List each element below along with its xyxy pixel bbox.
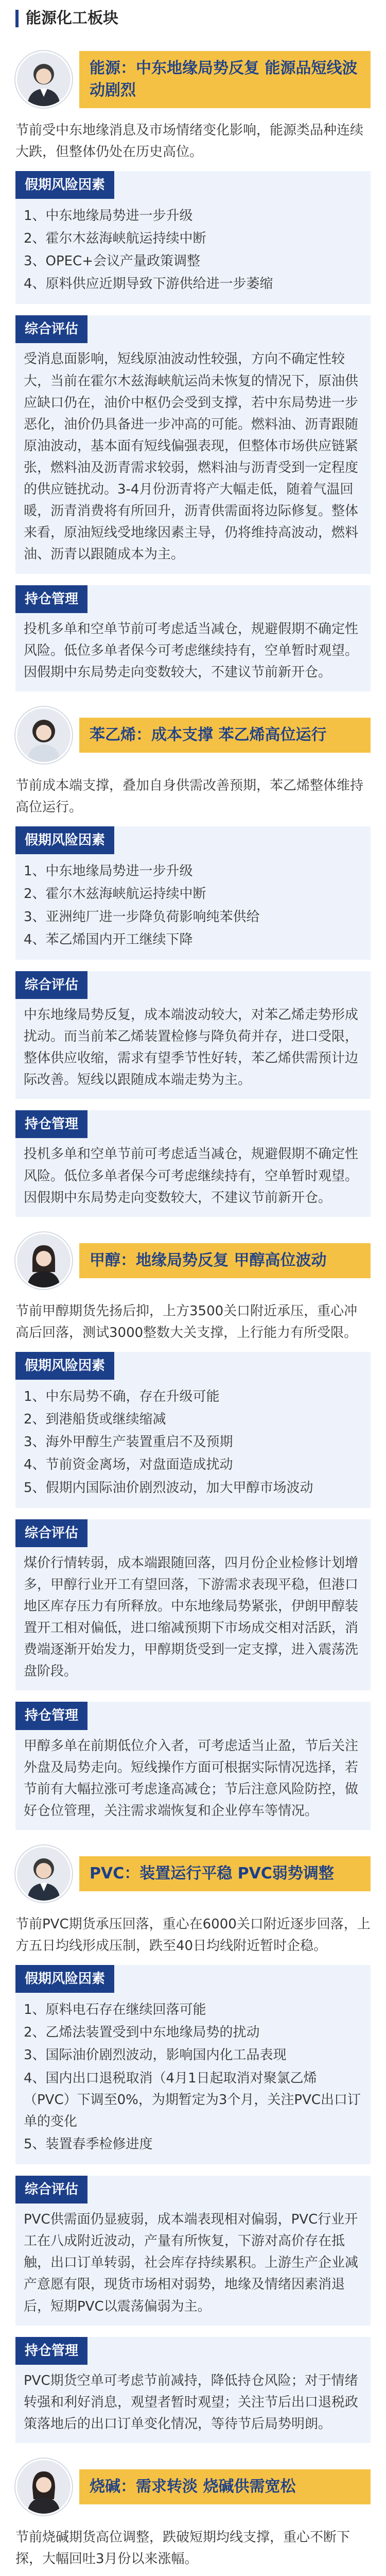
eval-label: 综合评估 (15, 971, 87, 999)
product-title: 成本支撑 苯乙烯高位运行 (151, 726, 327, 744)
risk-item: 2、到港船货或继续缩减 (24, 1412, 166, 1428)
analyst-avatar (15, 1232, 72, 1289)
product-header (15, 51, 371, 108)
eval-label: 综合评估 (15, 315, 87, 343)
risk-card (15, 826, 371, 960)
hold-card (15, 2337, 371, 2443)
person-icon (18, 55, 69, 106)
risk-item: 1、中东局势不确，存在升级可能 (24, 1389, 220, 1405)
section-title-text: 能源化工板块 (26, 9, 118, 27)
risk-item: 3、亚洲纯厂进一步降负荷影响纯苯供给 (24, 909, 260, 925)
product-intro: 节前受中东地缘消息及市场情绪变化影响，能源类品种连续大跌，但整体仍处在历史高位。 (15, 122, 364, 160)
person-icon (18, 710, 69, 762)
risk-card (15, 1965, 371, 2164)
product-header (15, 1845, 371, 1902)
product-intro: 节前PVC期货承压回落，重心在6000关口附近逐步回落，上方五日均线形成压制，跌至40日均线附近暂时企稳。 (15, 1916, 371, 1954)
hold-text: 投机多单和空单节前可考虑适当减仓，规避假期不确定性风险。低位多单者保今可考虑继续持有，空单暂时观望。因假期中东局势走向变数较大，不建议节前新开仓。 (24, 621, 359, 680)
risk-item: 3、国际油价剧烈波动，影响国内化工品表现 (24, 2047, 287, 2063)
product-intro: 节前甲醇期货先扬后抑，上方3500关口附近承压，重心冲高后回落，测试3000整数大关支撑，上行能力有所受限。 (15, 1303, 358, 1341)
risk-item: 5、装置春季检修进度 (24, 2136, 153, 2152)
hold-label: 持仓管理 (15, 1702, 87, 1730)
risk-label: 假期风险因素 (15, 171, 114, 199)
analyst-avatar (15, 707, 72, 764)
eval-text: 中东地缘局势反复，成本端波动较大，对苯乙烯走势形成扰动。而当前苯乙烯装置检修与降负荷并存，进口受限，整体供应收缩，需求有望季节性好转，苯乙烯供需预计边际改善。短线以跟随成本端走势为主。 (24, 1007, 359, 1088)
product-intro: 节前成本端支撑，叠加自身供需改善预期，苯乙烯整体维持高位运行。 (15, 778, 364, 816)
hold-text: PVC期货空单可考虑节前减持，降低持仓风险；对于情绪转强和利好消息，观望者暂时观望；关注节后出口退税政策落地后的出口订单变化情况，等待节后局势明朗。 (24, 2372, 359, 2432)
risk-label: 假期风险因素 (15, 1352, 114, 1380)
hold-card (15, 1702, 371, 1830)
risk-item: 4、节前资金离场，对盘面造成扰动 (24, 1457, 233, 1473)
product-header (15, 707, 371, 764)
risk-item: 4、苯乙烯国内开工继续下降 (24, 931, 193, 947)
risk-item: 2、霍尔木兹海峡航运持续中断 (24, 886, 206, 902)
section-title (15, 0, 371, 36)
risk-label: 假期风险因素 (15, 826, 114, 854)
risk-item: 1、原料电石存在继续回落可能 (24, 2002, 206, 2018)
risk-item: 3、海外甲醇生产装置重启不及预期 (24, 1434, 233, 1450)
hold-text: 甲醇多单在前期低位介入者，可考虑适当止盈，节后关注外盘及局势走向。短线操作方面可根据实际情况选择，若节前有大幅拉涨可考虑逢高减仓；节后注意风险防控，做好仓位管理，关注需求端恢复和企业停车等情况。 (24, 1738, 359, 1819)
risk-list (24, 860, 362, 950)
eval-text: PVC供需面仍显疲弱，成本端表现相对偏弱，PVC行业开工在八成附近波动，产量有所恢复，下游对高价存在抵触，出口订单转弱，社会库存持续累积。上游生产企业减产意愿有限，现货市场相对弱势，地缘及情绪因素消退后，短期PVC以震荡偏弱为主。 (24, 2212, 359, 2314)
risk-item: 3、OPEC+会议产量政策调整 (24, 253, 201, 269)
product-headline: 苯乙烯：成本支撑 苯乙烯高位运行 (79, 718, 371, 753)
risk-item: 1、中东地缘局势进一步升级 (24, 863, 193, 879)
product-name: 甲醇 (90, 1251, 120, 1269)
eval-text: 受消息面影响，短线原油波动性较强，方向不确定性较大，当前在霍尔木兹海峡航运尚未恢复的情况下，原油供应缺口仍在，油价中枢仍会受到支撑，若中东局势进一步恶化，油价仍具备进一步冲高的可能。燃料油、沥青跟随原油波动，基本面有短线偏强表现，但整体市场供应链紧张，燃料油及沥青需求较弱，燃料油与沥青受到一定程度的供应链扰动。3-4月份沥青将产大幅走低，随着气温回暖，沥青消费将有所回升，沥青供需面将边际修复。整体来看，原油短线受地缘因素主导，仍将维持高波动，燃料油、沥青以跟随成本为主。 (24, 351, 359, 563)
hold-text: 投机多单和空单节前可考虑适当减仓，规避假期不确定性风险。低位多单者保今可考虑继续持有，空单暂时观望。因假期中东局势走向变数较大，不建议节前新开仓。 (24, 1146, 359, 1206)
product-name: PVC (90, 1865, 125, 1883)
product-methanol (15, 1232, 371, 1830)
product-styrene (15, 707, 371, 1217)
risk-list (24, 1999, 362, 2155)
product-title: 需求转淡 烧碱供需宽松 (136, 2478, 296, 2496)
hold-card (15, 585, 371, 691)
eval-label: 综合评估 (15, 1519, 87, 1547)
product-headline: 甲醇：地缘局势反复 甲醇高位波动 (79, 1243, 371, 1278)
product-energy (15, 51, 371, 691)
product-intro: 节前烧碱期货高位调整，跌破短期均线支撑，重心不断下探，大幅回吐3月份以来涨幅。 (15, 2530, 350, 2567)
risk-item: 1、中东地缘局势进一步升级 (24, 208, 193, 224)
risk-item: 4、原料供应近期导致下游供给进一步萎缩 (24, 276, 273, 292)
product-headline: 烧碱：需求转淡 烧碱供需宽松 (79, 2469, 371, 2504)
product-name: 烧碱 (90, 2478, 120, 2496)
hold-label: 持仓管理 (15, 585, 87, 613)
product-name: 苯乙烯 (90, 726, 136, 744)
product-pvc (15, 1845, 371, 2443)
product-caustic-soda (15, 2459, 371, 2576)
eval-label: 综合评估 (15, 2176, 87, 2204)
product-name: 能源 (90, 59, 120, 77)
risk-card (15, 1352, 371, 1508)
product-headline: PVC：装置运行平稳 PVC弱势调整 (79, 1856, 371, 1891)
eval-card (15, 315, 371, 573)
product-title: 地缘局势反复 甲醇高位波动 (136, 1251, 327, 1269)
hold-label: 持仓管理 (15, 1110, 87, 1138)
analyst-avatar (15, 51, 72, 108)
hold-label: 持仓管理 (15, 2337, 87, 2365)
risk-item: 2、霍尔木兹海峡航运持续中断 (24, 231, 206, 247)
product-title: 中东地缘局势反复 能源品短线波动剧烈 (90, 59, 358, 100)
hold-card (15, 1110, 371, 1216)
person-icon (18, 2462, 69, 2514)
person-icon (18, 1236, 69, 1287)
analyst-avatar (15, 1845, 72, 1902)
eval-card (15, 2176, 371, 2326)
section-title-bar (15, 10, 19, 27)
product-header (15, 2459, 371, 2515)
risk-list (24, 1386, 362, 1499)
product-title: 装置运行平稳 PVC弱势调整 (139, 1865, 334, 1883)
risk-label: 假期风险因素 (15, 1965, 114, 1993)
risk-item: 4、国内出口退税取消（4月1日起取消对聚氯乙烯（PVC）下调至0%，为期暂定为3个月，关注PVC出口订单的变化 (24, 2070, 361, 2129)
person-icon (18, 1849, 69, 1901)
eval-text: 煤价行情转弱，成本端跟随回落，四月份企业检修计划增多，甲醇行业开工有望回落，下游需求表现平稳，但港口地区库存压力有所释放。中东地缘局势紧张，伊朗甲醇装置开工相对偏低，进口缩减预期下市场成交相对活跃，消费端逐渐开始发力，甲醇期货受到一定支撑，进入震荡洗盘阶段。 (24, 1555, 359, 1680)
risk-list (24, 205, 362, 295)
product-header (15, 1232, 371, 1289)
product-headline: 能源：中东地缘局势反复 能源品短线波动剧烈 (79, 51, 371, 108)
eval-card (15, 971, 371, 1099)
risk-card (15, 171, 371, 304)
eval-card (15, 1519, 371, 1691)
analyst-avatar (15, 2459, 72, 2515)
risk-item: 2、乙烯法装置受到中东地缘局势的扰动 (24, 2025, 260, 2041)
risk-item: 5、假期内国际油价剧烈波动，加大甲醇市场波动 (24, 1480, 313, 1496)
